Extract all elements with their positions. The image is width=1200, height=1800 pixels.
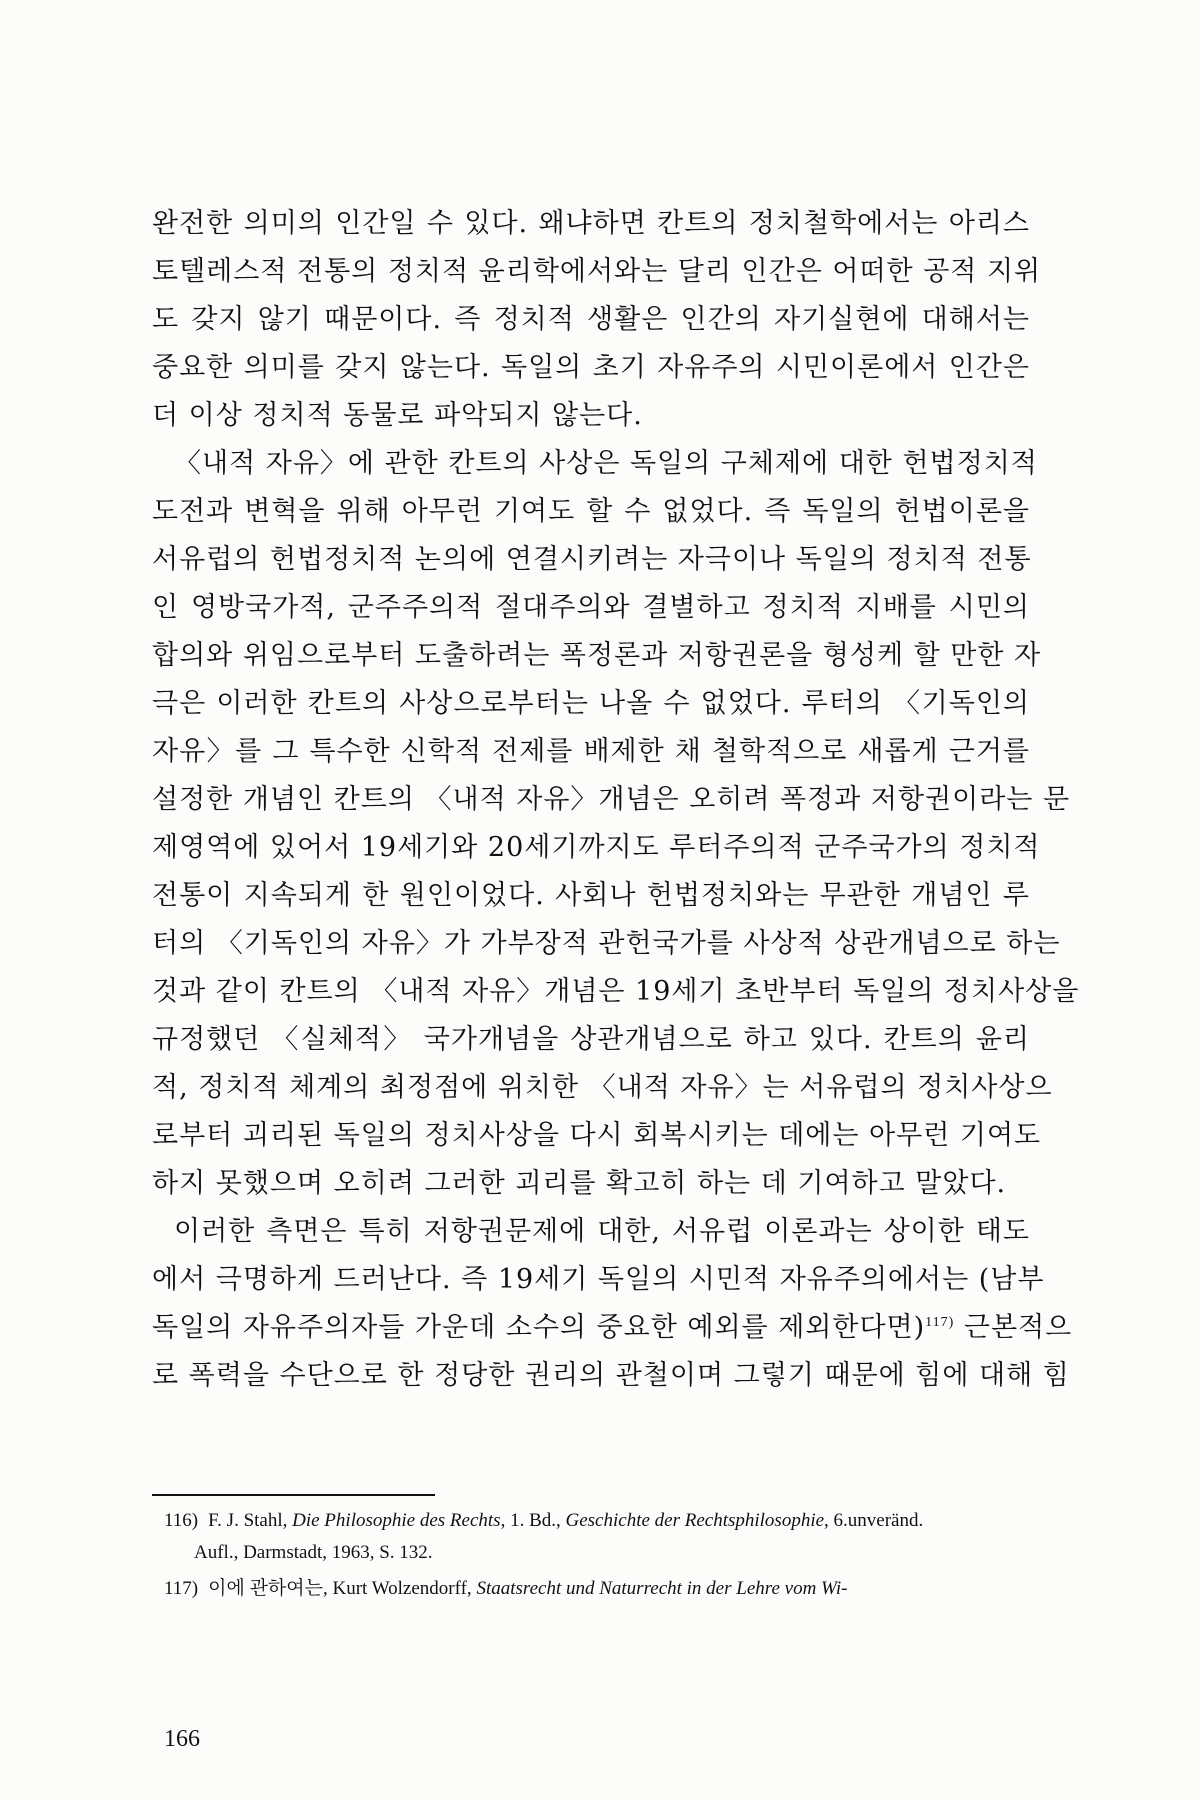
footnote-117: [164, 1574, 1030, 1604]
body-line-10: 합의와 위임으로부터 도출하려는 폭정론과 저항권론을 형성케 할 만한 자: [152, 640, 1042, 671]
footnote-116-title2: Geschichte der Rechtsphilosophie: [565, 1510, 825, 1531]
footnote-116-line-2: Aufl., Darmstadt, 1963, S. 132.: [194, 1542, 433, 1563]
body-line-5: 더 이상 정치적 동물로 파악되지 않는다.: [152, 400, 643, 431]
body-line-11: 극은 이러한 칸트의 사상으로부터는 나올 수 없었다. 루터의 〈기독인의: [152, 688, 1030, 719]
body-line-17: 것과 같이 칸트의 〈내적 자유〉개념은 19세기 초반부터 독일의 정치사상을: [152, 976, 1080, 1007]
body-line-15: 전통이 지속되게 한 원인이었다. 사회나 헌법정치와는 무관한 개념인 루: [152, 880, 1030, 911]
body-line-25: 로 폭력을 수단으로 한 정당한 권리의 관철이며 그렇기 때문에 힘에 대해 힘: [152, 1360, 1070, 1391]
footnote-116-tail: , 6.unveränd.: [824, 1510, 924, 1531]
footnote-separator: [152, 1494, 435, 1496]
body-line-8: 서유럽의 헌법정치적 논의에 연결시키려는 자극이나 독일의 정치적 전통: [152, 544, 1032, 575]
footnote-117-prefix: 이에 관하여는,: [208, 1578, 333, 1599]
body-line-9: 인 영방국가적, 군주주의적 절대주의와 결별하고 정치적 지배를 시민의: [152, 592, 1030, 623]
footnote-117-number: 117): [164, 1578, 199, 1599]
body-line-2: 토텔레스적 전통의 정치적 윤리학에서와는 달리 인간은 어떠한 공적 지위: [152, 256, 1042, 287]
body-line-19: 적, 정치적 체계의 최정점에 위치한 〈내적 자유〉는 서유럽의 정치사상으: [152, 1072, 1053, 1103]
body-line-24: [152, 1304, 1073, 1352]
body-line-12: 자유〉를 그 특수한 신학적 전제를 배제한 채 철학적으로 새롭게 근거를: [152, 736, 1030, 767]
body-line-7: 도전과 변혁을 위해 아무런 기여도 할 수 없었다. 즉 독일의 헌법이론을: [152, 496, 1030, 527]
body-line-13: 설정한 개념인 칸트의 〈내적 자유〉개념은 오히려 폭정과 저항권이라는 문: [152, 784, 1071, 815]
body-line-6: 〈내적 자유〉에 관한 칸트의 사상은 독일의 구체제에 대한 헌법정치적: [174, 448, 1038, 479]
footnote-116-mid: , 1. Bd.,: [500, 1510, 566, 1531]
body-line-23: 에서 극명하게 드러난다. 즉 19세기 독일의 시민적 자유주의에서는 (남부: [152, 1264, 1045, 1295]
body-line-4: 중요한 의미를 갖지 않는다. 독일의 초기 자유주의 시민이론에서 인간은: [152, 352, 1030, 383]
body-line-1: 완전한 의미의 인간일 수 있다. 왜냐하면 칸트의 정치철학에서는 아리스: [152, 208, 1030, 239]
footnote-117-title: Staatsrecht und Naturrecht in der Lehre vom Wi-: [476, 1578, 848, 1599]
footnote-116-author: F. J. Stahl,: [208, 1510, 293, 1531]
body-line-16: 터의 〈기독인의 자유〉가 가부장적 관헌국가를 사상적 상관개념으로 하는: [152, 928, 1061, 959]
footnote-116-number: 116): [164, 1510, 199, 1531]
footnote-116: [164, 1506, 1030, 1536]
footnote-117-author: Kurt Wolzendorff,: [332, 1578, 477, 1599]
body-line-24-text: 독일의 자유주의자들 가운데 소수의 중요한 예외를 제외한다면): [152, 1312, 926, 1343]
page-number: 166: [164, 1726, 200, 1752]
footnote-116-title1: Die Philosophie des Rechts: [292, 1510, 501, 1531]
body-line-22: 이러한 측면은 특히 저항권문제에 대한, 서유럽 이론과는 상이한 태도: [174, 1216, 1030, 1247]
body-line-3: 도 갖지 않기 때문이다. 즉 정치적 생활은 인간의 자기실현에 대해서는: [152, 304, 1030, 335]
body-line-14: 제영역에 있어서 19세기와 20세기까지도 루터주의적 군주국가의 정치적: [152, 832, 1041, 863]
body-line-24-tail: 근본적으: [954, 1312, 1073, 1343]
body-line-18: 규정했던 〈실체적〉 국가개념을 상관개념으로 하고 있다. 칸트의 윤리: [152, 1024, 1030, 1055]
body-line-21: 하지 못했으며 오히려 그러한 괴리를 확고히 하는 데 기여하고 말았다.: [152, 1168, 1007, 1199]
body-line-20: 로부터 괴리된 독일의 정치사상을 다시 회복시키는 데에는 아무런 기여도: [152, 1120, 1042, 1151]
footnote-ref-117[interactable]: 117): [925, 1315, 955, 1330]
